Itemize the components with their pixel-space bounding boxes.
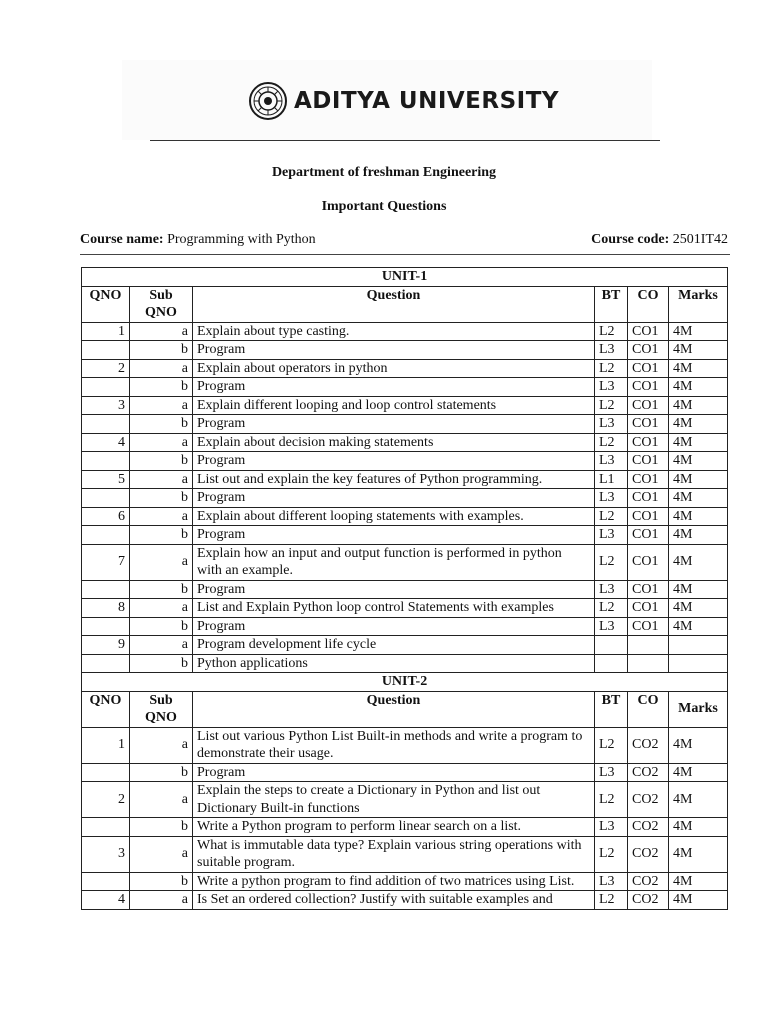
header-marks: Marks [669, 691, 728, 727]
question-row [82, 433, 728, 452]
question-number: 6 [82, 507, 130, 526]
question-number [82, 654, 130, 673]
header-bt: BT [595, 286, 628, 322]
sub-question: b [130, 415, 193, 434]
header-qno: QNO [82, 691, 130, 727]
sub-question: b [130, 818, 193, 837]
question-number [82, 341, 130, 360]
question-text: Explain how an input and output function is performed in python with an example. [193, 544, 595, 580]
question-number [82, 617, 130, 636]
header-bt: BT [595, 691, 628, 727]
question-text: Program [193, 763, 595, 782]
question-number: 1 [82, 727, 130, 763]
question-row [82, 359, 728, 378]
header-qno: QNO [82, 286, 130, 322]
sub-question: a [130, 782, 193, 818]
question-number: 7 [82, 544, 130, 580]
course-outcome: CO1 [628, 452, 669, 471]
course-outcome: CO2 [628, 782, 669, 818]
course-outcome [628, 654, 669, 673]
sub-question: a [130, 544, 193, 580]
question-number [82, 818, 130, 837]
question-row [82, 489, 728, 508]
marks: 4M [669, 433, 728, 452]
course-code [591, 232, 728, 248]
sub-question: b [130, 526, 193, 545]
sub-question: b [130, 489, 193, 508]
marks: 4M [669, 452, 728, 471]
question-text: Explain about operators in python [193, 359, 595, 378]
course-outcome: CO1 [628, 617, 669, 636]
course-outcome: CO2 [628, 763, 669, 782]
marks: 4M [669, 782, 728, 818]
question-text: Is Set an ordered collection? Justify with suitable examples and [193, 891, 595, 910]
question-text: Explain about different looping statements with examples. [193, 507, 595, 526]
bt-level: L2 [595, 544, 628, 580]
sub-question: a [130, 891, 193, 910]
question-number [82, 872, 130, 891]
sub-question: b [130, 580, 193, 599]
course-outcome [628, 636, 669, 655]
course-outcome: CO1 [628, 322, 669, 341]
marks: 4M [669, 396, 728, 415]
course-outcome: CO1 [628, 580, 669, 599]
department-title: Department of freshman Engineering [271, 165, 497, 180]
unit-row [82, 673, 728, 692]
course-outcome: CO2 [628, 818, 669, 837]
bt-level: L3 [595, 818, 628, 837]
marks: 4M [669, 507, 728, 526]
course-outcome: CO2 [628, 727, 669, 763]
sub-question: b [130, 872, 193, 891]
question-number: 8 [82, 599, 130, 618]
question-row [82, 341, 728, 360]
question-row [82, 378, 728, 397]
sub-question: a [130, 470, 193, 489]
question-row [82, 452, 728, 471]
bt-level: L2 [595, 322, 628, 341]
course-divider [80, 254, 730, 255]
course-outcome: CO1 [628, 359, 669, 378]
bt-level [595, 636, 628, 655]
question-text: Program development life cycle [193, 636, 595, 655]
question-number [82, 489, 130, 508]
question-number: 5 [82, 470, 130, 489]
marks: 4M [669, 544, 728, 580]
marks: 4M [669, 378, 728, 397]
university-name: ADITYA UNIVERSITY [294, 88, 560, 114]
header-sub-qno [130, 691, 193, 727]
question-row [82, 544, 728, 580]
question-number [82, 763, 130, 782]
sub-question: b [130, 763, 193, 782]
bt-level: L3 [595, 763, 628, 782]
bt-level: L2 [595, 396, 628, 415]
question-row [82, 636, 728, 655]
marks: 4M [669, 891, 728, 910]
sub-question: a [130, 359, 193, 378]
course-outcome: CO1 [628, 433, 669, 452]
question-text: Explain the steps to create a Dictionary in Python and list out Dictionary Built-in functions [193, 782, 595, 818]
marks: 4M [669, 322, 728, 341]
question-text: Program [193, 526, 595, 545]
question-text: Program [193, 415, 595, 434]
course-outcome: CO1 [628, 507, 669, 526]
document-title: Important Questions [321, 199, 447, 214]
question-number [82, 580, 130, 599]
bt-level: L3 [595, 526, 628, 545]
sub-question: a [130, 727, 193, 763]
question-text: List and Explain Python loop control Statements with examples [193, 599, 595, 618]
bt-level [595, 654, 628, 673]
bt-level: L2 [595, 433, 628, 452]
course-code-label: Course code: [591, 232, 670, 247]
question-text: Explain different looping and loop control statements [193, 396, 595, 415]
question-row [82, 654, 728, 673]
column-header-row [82, 691, 728, 727]
marks: 4M [669, 617, 728, 636]
marks: 4M [669, 580, 728, 599]
question-text: Explain about decision making statements [193, 433, 595, 452]
marks: 4M [669, 526, 728, 545]
sub-question: a [130, 396, 193, 415]
header-question: Question [193, 286, 595, 322]
question-number: 2 [82, 359, 130, 378]
bt-level: L1 [595, 470, 628, 489]
sub-question: b [130, 654, 193, 673]
bt-level: L2 [595, 359, 628, 378]
question-row [82, 322, 728, 341]
marks: 4M [669, 599, 728, 618]
question-text: Program [193, 378, 595, 397]
question-number [82, 526, 130, 545]
bt-level: L2 [595, 599, 628, 618]
header-sub-line1: Sub [149, 692, 173, 708]
bt-level: L3 [595, 415, 628, 434]
bt-level: L2 [595, 507, 628, 526]
course-outcome: CO1 [628, 489, 669, 508]
marks [669, 654, 728, 673]
sub-question: b [130, 452, 193, 471]
question-number [82, 415, 130, 434]
question-text: Write a Python program to perform linear search on a list. [193, 818, 595, 837]
question-row [82, 782, 728, 818]
question-text: Program [193, 580, 595, 599]
sub-question: b [130, 617, 193, 636]
course-outcome: CO1 [628, 378, 669, 397]
question-text: Program [193, 452, 595, 471]
course-outcome: CO1 [628, 544, 669, 580]
question-text: List out and explain the key features of Python programming. [193, 470, 595, 489]
bt-level: L3 [595, 617, 628, 636]
sub-question: a [130, 836, 193, 872]
question-row [82, 599, 728, 618]
column-header-row [82, 286, 728, 322]
bt-level: L3 [595, 378, 628, 397]
question-row [82, 617, 728, 636]
question-row [82, 507, 728, 526]
question-row [82, 415, 728, 434]
course-outcome: CO1 [628, 470, 669, 489]
header-question: Question [193, 691, 595, 727]
question-text: Program [193, 617, 595, 636]
question-number: 1 [82, 322, 130, 341]
question-row [82, 526, 728, 545]
university-seal-icon [248, 81, 288, 121]
question-number [82, 378, 130, 397]
bt-level: L3 [595, 580, 628, 599]
question-text: Python applications [193, 654, 595, 673]
course-outcome: CO2 [628, 872, 669, 891]
question-text: Program [193, 489, 595, 508]
question-row [82, 763, 728, 782]
question-row [82, 470, 728, 489]
course-outcome: CO1 [628, 415, 669, 434]
course-outcome: CO1 [628, 599, 669, 618]
question-number: 4 [82, 433, 130, 452]
header-sub-qno [130, 286, 193, 322]
header-co: CO [628, 691, 669, 727]
question-row [82, 580, 728, 599]
course-outcome: CO1 [628, 341, 669, 360]
marks: 4M [669, 470, 728, 489]
question-row [82, 891, 728, 910]
sub-question: a [130, 507, 193, 526]
bt-level: L2 [595, 782, 628, 818]
header-sub-line2: QNO [145, 305, 177, 320]
sub-question: a [130, 433, 193, 452]
question-number: 3 [82, 836, 130, 872]
marks: 4M [669, 872, 728, 891]
bt-level: L2 [595, 836, 628, 872]
sub-question: a [130, 599, 193, 618]
question-text: List out various Python List Built-in methods and write a program to demonstrate their usage. [193, 727, 595, 763]
course-name [80, 232, 316, 248]
header-marks: Marks [669, 286, 728, 322]
header-sub-line1: Sub [149, 287, 173, 303]
question-text: What is immutable data type? Explain various string operations with suitable program. [193, 836, 595, 872]
marks: 4M [669, 763, 728, 782]
sub-question: b [130, 341, 193, 360]
question-row [82, 727, 728, 763]
header-co: CO [628, 286, 669, 322]
questions-table [81, 267, 728, 910]
marks: 4M [669, 489, 728, 508]
question-row [82, 396, 728, 415]
marks: 4M [669, 415, 728, 434]
sub-question: b [130, 378, 193, 397]
marks: 4M [669, 359, 728, 378]
question-number: 4 [82, 891, 130, 910]
question-row [82, 872, 728, 891]
unit-row [82, 268, 728, 287]
bt-level: L3 [595, 452, 628, 471]
bt-level: L3 [595, 489, 628, 508]
question-row [82, 836, 728, 872]
university-logo [248, 78, 559, 124]
bt-level: L2 [595, 891, 628, 910]
header-divider [150, 140, 660, 141]
question-number: 2 [82, 782, 130, 818]
unit-title: UNIT-2 [82, 673, 728, 692]
question-text: Write a python program to find addition of two matrices using List. [193, 872, 595, 891]
course-outcome: CO2 [628, 891, 669, 910]
marks [669, 636, 728, 655]
question-text: Explain about type casting. [193, 322, 595, 341]
course-outcome: CO1 [628, 396, 669, 415]
bt-level: L2 [595, 727, 628, 763]
question-text: Program [193, 341, 595, 360]
marks: 4M [669, 727, 728, 763]
unit-title: UNIT-1 [82, 268, 728, 287]
bt-level: L3 [595, 341, 628, 360]
question-row [82, 818, 728, 837]
bt-level: L3 [595, 872, 628, 891]
course-name-label: Course name: [80, 232, 164, 247]
marks: 4M [669, 836, 728, 872]
question-number: 9 [82, 636, 130, 655]
course-name-value: Programming with Python [167, 232, 316, 247]
question-number [82, 452, 130, 471]
marks: 4M [669, 818, 728, 837]
question-number: 3 [82, 396, 130, 415]
course-code-value: 2501IT42 [672, 232, 728, 247]
course-outcome: CO2 [628, 836, 669, 872]
sub-question: a [130, 636, 193, 655]
marks: 4M [669, 341, 728, 360]
course-outcome: CO1 [628, 526, 669, 545]
sub-question: a [130, 322, 193, 341]
header-sub-line2: QNO [145, 710, 177, 725]
